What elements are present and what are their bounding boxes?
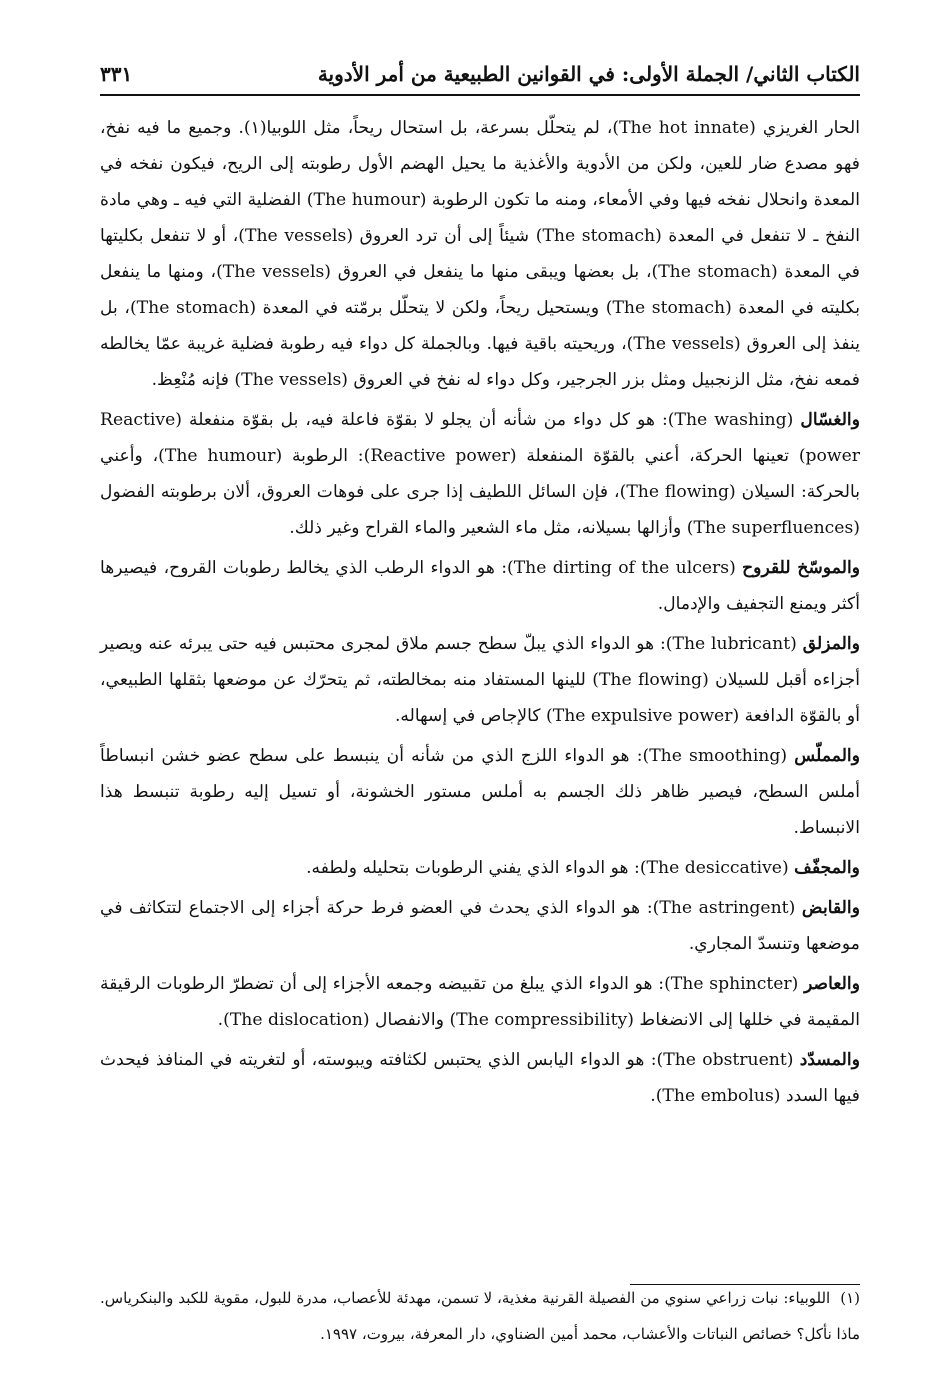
page-number: ٣٣١ (100, 62, 133, 86)
paragraph-dirting (100, 550, 860, 622)
term-heading: والغسّال (800, 410, 861, 430)
term-heading: والعاصر (804, 974, 860, 994)
paragraph-intro (100, 110, 860, 398)
term-heading: والموسّخ للقروح (742, 558, 861, 578)
paragraph-sphincter (100, 966, 860, 1038)
term-heading: والمسدّد (799, 1050, 860, 1070)
paragraph-washing (100, 402, 860, 546)
paragraph-text: (The dirting of the ulcers): هو الدواء الرطب الذي يخالط رطوبات القروح، فيصيرها أكثر ويمنع التجفيف والإدمال. (100, 558, 860, 614)
paragraph-lubricant (100, 626, 860, 734)
running-header (100, 62, 860, 96)
term-heading: والمزلق (802, 634, 860, 654)
term-heading: والقابض (801, 898, 860, 918)
paragraph-obstruent (100, 1042, 860, 1114)
paragraph-astringent (100, 890, 860, 962)
paragraph-text: (The sphincter): هو الدواء الذي يبلغ من تقبيضه وجمعه الأجزاء إلى أن تضطرّ الرطوبات الرقيقة المقيمة في خللها إلى الانضغاط (The compressibility) والانفصال (The dislocation). (100, 974, 860, 1030)
paragraph-desiccative (100, 850, 860, 886)
paragraph-text: (The washing): هو كل دواء من شأنه أن يجلو لا بقوّة فاعلة فيه، بل بقوّة منفعلة (Reactive power) تعينها الحركة، أعني بالقوّة المنفعلة (Reactive power): الرطوبة (The humour)، وأعني بالحركة: السيلان (The flowing)، فإن السائل اللطيف إذا جرى على فوهات العروق، ألان برطوبته الفضول (The superfluences) وأزالها بسيلانه، مثل ماء الشعير والماء القراح وغير ذلك. (100, 410, 860, 538)
paragraph-text: (The lubricant): هو الدواء الذي يبلّ سطح جسم ملاق لمجرى محتبس فيه حتى يبرئه عنه ويصير أجزاءه أقبل للسيلان (The flowing) للينها المستفاد منه بمخالطته، ثم يتحرّك عن موضعها بثقلها الطبيعي، أو بالقوّة الدافعة (The expulsive power) كالإجاص في إسهاله. (100, 634, 860, 726)
paragraph-text: الحار الغريزي (The hot innate)، لم يتحلّل بسرعة، بل استحال ريحاً، مثل اللوبيا(١). وجميع ما فيه نفخ، فهو مصدع ضار للعين، ولكن من الأدوية والأغذية ما يحيل الهضم الأول رطوبته إلى الريح، فيكون نفخه في المعدة وانحلال نفخه فيها وفي الأمعاء، ومنه ما تكون الرطوبة (The humour) الفضلية التي فيه ـ وهي مادة النفخ ـ لا تنفعل في المعدة (The stomach) شيئاً إلى أن ترد العروق (The vessels)، أو لا تنفعل بكليتها في المعدة (The stomach)، بل بعضها ويبقى منها ما ينفعل في العروق (The vessels)، ومنها ما ينفعل بكليته في المعدة (The stomach) ويستحيل ريحاً، ولكن لا يتحلّل برمّته في المعدة (The stomach)، بل ينفذ إلى العروق (The vessels)، وريحيته باقية فيها. وبالجملة كل دواء فيه رطوبة فضلية غريبة عمّا يخالطه فمعه نفخ، مثل الزنجبيل ومثل بزر الجرجير، وكل دواء له نفخ في العروق (The vessels) فإنه مُنْعِظ. (100, 118, 861, 390)
page-body (100, 110, 860, 1114)
footnote (100, 1280, 860, 1352)
footnote-mark: (١) (840, 1289, 860, 1307)
header-title: الكتاب الثاني/ الجملة الأولى: في القوانين الطبيعية من أمر الأدوية (317, 62, 860, 86)
paragraph-text: (The obstruent): هو الدواء اليابس الذي يحتبس لكثافته ويبوسته، أو لتغريته في المنافذ فيحدث فيها السدد (The embolus). (100, 1050, 860, 1106)
paragraph-text: (The smoothing): هو الدواء اللزج الذي من شأنه أن ينبسط على سطح عضو خشن انبساطاً أملس السطح، فيصير ظاهر ذلك الجسم به أملس مستور الخشونة، أو تسيل إليه رطوبة تنبسط هذا الانبساط. (100, 746, 860, 838)
term-heading: والمجفّف (794, 858, 860, 878)
paragraph-text: (The desiccative): هو الدواء الذي يفني الرطوبات بتحليله ولطفه. (306, 858, 795, 878)
paragraph-smoothing (100, 738, 860, 846)
term-heading: والمملّس (794, 746, 861, 766)
footnote-text: اللوبياء: نبات زراعي سنوي من الفصيلة القرنية مغذية، لا تسمن، مهدئة للأعصاب، مدرة للبول، مقوية للكبد والبنكرياس. ماذا نأكل؟ خصائص النباتات والأعشاب، محمد أمين الضناوي، دار المعرفة، بيروت، ١٩٩٧. (100, 1289, 860, 1343)
paragraph-text: (The astringent): هو الدواء الذي يحدث في العضو فرط حركة أجزاء إلى الاجتماع لتتكاثف في موضعها وتنسدّ المجاري. (100, 898, 860, 954)
